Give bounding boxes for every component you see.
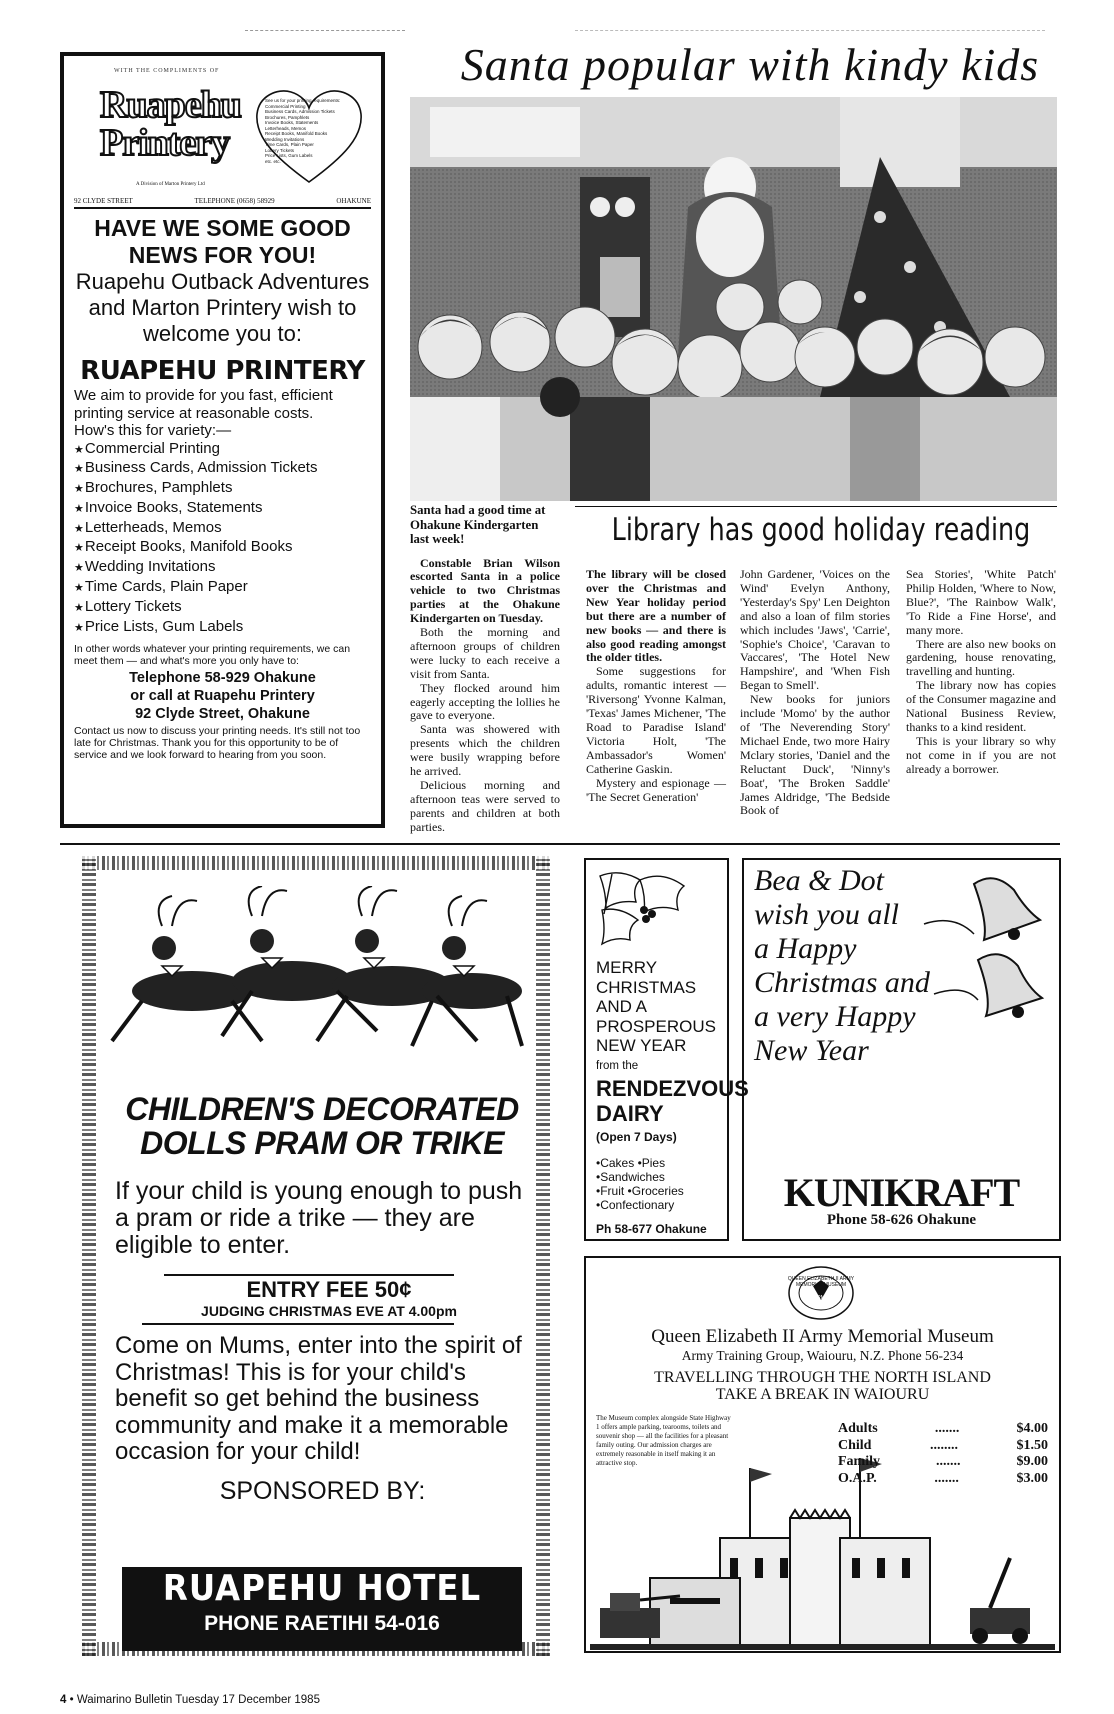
heart-service-item: Time Cards, Plain Paper <box>265 142 314 147</box>
service-item: ★ Commercial Printing <box>74 440 371 460</box>
division-text: A Division of Marton Printery Ltd <box>136 182 205 187</box>
service-item: ★ Lottery Tickets <box>74 598 371 618</box>
heart-services-text <box>265 98 351 164</box>
logo-ruapehu: Ruapehu <box>100 84 241 126</box>
eligibility-text: If your child is young enough to push a pram or ride a trike — they are eligible to enter. <box>115 1177 523 1259</box>
price-row <box>838 1471 1048 1488</box>
sponsored-by: SPONSORED BY: <box>219 1477 426 1505</box>
services-list <box>74 440 371 638</box>
judging-time: JUDGING CHRISTMAS EVE AT 4.00pm <box>201 1303 457 1319</box>
top-dotted-rule <box>575 30 1045 31</box>
dairy-open: (Open 7 Days) <box>596 1130 677 1144</box>
welcome-text: Ruapehu Outback Adventures and Marton Printery wish to welcome you to: <box>75 269 370 346</box>
section-divider <box>60 843 1060 845</box>
kunikraft-name: KUNIKRAFT <box>783 1170 1020 1215</box>
heart-intro: See us for your printing requirements: <box>265 98 341 103</box>
museum-title: Queen Elizabeth II Army Memorial Museum <box>651 1326 994 1347</box>
heart-service-item: Price Lists, Gum Labels <box>265 153 313 158</box>
kids-title-line-1: CHILDREN'S DECORATED <box>125 1091 519 1127</box>
santa-paragraph-4: Delicious morning and afternoon teas were served to parents and children at both parties. <box>410 778 560 834</box>
footer-text: Waimarino Bulletin Tuesday 17 December 1985 <box>76 1694 320 1706</box>
service-item: ★ Wedding Invitations <box>74 558 371 578</box>
item-cakes: Cakes <box>600 1156 635 1170</box>
price-dots: ....... <box>936 1454 961 1469</box>
seal-center-text: ARMY <box>813 1295 829 1301</box>
library-headline: Library has good holiday reading <box>611 512 1031 548</box>
price-label: Child <box>838 1437 872 1453</box>
library-col3-p3: The library now has copies of the Consumer magazine and National Business Review, thanks to a kind resident. <box>906 678 1056 734</box>
heart-service-item: etc. etc. <box>265 158 281 164</box>
library-column-3 <box>906 568 1056 777</box>
service-item: ★ Brochures, Pamphlets <box>74 479 371 499</box>
kunikraft-phone: Phone 58-626 Ohakune <box>826 1212 977 1228</box>
santa-article-column <box>410 503 560 835</box>
service-item: ★ Price Lists, Gum Labels <box>74 618 371 638</box>
santa-headline: Santa popular with kindy kids <box>460 39 1040 90</box>
greeting-line-4: Christmas and <box>754 966 930 999</box>
travel-line-1: TRAVELLING THROUGH THE NORTH ISLAND <box>654 1369 991 1386</box>
price-row <box>838 1454 1048 1471</box>
greeting-line-5: a very Happy <box>754 1000 916 1033</box>
greeting-line-6: New Year <box>754 1034 869 1067</box>
library-top-rule <box>575 506 1057 507</box>
service-item: ★ Time Cards, Plain Paper <box>74 578 371 598</box>
heart-service-list <box>265 104 351 165</box>
spirit-text: Come on Mums, enter into the spirit of Christmas! This is for your child's benefit so get behind the business community and make it a memorable occasion for your child! <box>115 1332 522 1465</box>
price-label: Family <box>838 1454 880 1469</box>
dairy-phone: Ph 58-677 Ohakune <box>596 1222 707 1236</box>
telephone-small: TELEPHONE (0658) 58929 <box>194 197 275 205</box>
dairy-greeting: MERRY CHRISTMAS AND A PROSPEROUS NEW YEAR <box>596 958 716 1055</box>
price-dots: ....... <box>934 1470 959 1486</box>
closing-text: Contact us now to discuss your printing needs. It's still not too late for Christmas. Thank you for this opportunity to be of service and we look forward to hearing from you soon. <box>74 725 361 762</box>
heart-service-item: Letterheads, Memos <box>265 125 307 131</box>
santa-paragraph-3: Santa was showered with presents which the children were busily wrapping before he arrived. <box>410 722 560 779</box>
item-groceries: Groceries <box>631 1184 684 1198</box>
variety-text: How's this for variety:— <box>74 422 232 439</box>
dairy-name: RENDEZVOUS DAIRY <box>596 1076 749 1126</box>
library-column-1 <box>586 568 726 804</box>
santa-kindergarten-photo <box>410 97 1057 501</box>
library-col3-p2: There are also new books on gardening, house renovating, travelling and hunting. <box>906 636 1056 679</box>
heart-service-item: Receipt Books, Manifold Books <box>265 131 328 136</box>
heart-service-item: Business Cards, Admission Tickets <box>265 109 335 114</box>
entry-fee: ENTRY FEE 50¢ <box>246 1277 412 1302</box>
decorative-border-top <box>82 856 550 870</box>
address-small: 92 CLYDE STREET <box>74 197 133 205</box>
price-list <box>838 1421 1048 1487</box>
price-row <box>838 1438 1048 1455</box>
page-footer: 4 • Waimarino Bulletin Tuesday 17 December 1985 <box>60 1694 320 1706</box>
town-small: OHAKUNE <box>336 197 371 205</box>
entry-top-rule <box>164 1274 454 1276</box>
entry-bottom-rule <box>142 1323 454 1325</box>
service-item: ★ Business Cards, Admission Tickets <box>74 459 371 479</box>
item-fruit: Fruit <box>600 1184 625 1198</box>
hotel-phone: PHONE RAETIHI 54-016 <box>204 1612 440 1635</box>
price-label: Adults <box>838 1421 878 1436</box>
seal-text: QUEEN ELIZABETH II ARMY MEMORIAL MUSEUM <box>787 1276 855 1288</box>
decorative-border-left <box>82 856 96 1656</box>
photo-caption: Santa had a good time at Ohakune Kindergarten last week! <box>410 503 546 546</box>
price-value: $9.00 <box>1016 1454 1048 1469</box>
contact-address: 92 Clyde Street, Ohakune <box>135 706 310 723</box>
greeting-line-1: Bea & Dot <box>754 864 884 897</box>
museum-group: Army Training Group, Waiouru, N.Z. Phone 56-234 <box>681 1348 964 1363</box>
printery-advertisement <box>60 52 385 828</box>
army-museum-ad <box>584 1256 1061 1653</box>
ruapehu-printery-heading: RUAPEHU PRINTERY <box>80 356 365 386</box>
kunikraft-ad <box>742 858 1061 1241</box>
admission-prices <box>838 1421 1048 1487</box>
library-col1-p1: Some suggestions for adults, romantic interest — 'Riversong' Yvonne Kalman, 'Texas' James Michener, 'The Road to Paradise Island' Victoria Holt, 'The Ambassador's Women' Catherine Gaskin. <box>586 664 726 776</box>
price-value: $4.00 <box>1016 1421 1048 1436</box>
price-dots: ....... <box>934 1421 960 1436</box>
service-item: ★ Invoice Books, Statements <box>74 499 371 519</box>
museum-description: The Museum complex alongside State Highway 1 offers ample parking, tearooms, toilets and souvenir shop — all the facilities for a pleasant family outing. Our admission charges are extremely reasonable in itself making it an attractive stop. <box>596 1414 731 1467</box>
price-dots: ........ <box>929 1437 958 1453</box>
price-value: $1.50 <box>1016 1437 1048 1453</box>
heart-service-item: Commercial Printing <box>265 103 306 109</box>
ruapehu-hotel-banner <box>122 1567 522 1651</box>
library-col1-p2: Mystery and espionage — 'The Secret Generation' <box>586 775 726 804</box>
service-item: ★ Letterheads, Memos <box>74 519 371 539</box>
hotel-name: RUAPEHU HOTEL <box>162 1568 482 1609</box>
library-column-2 <box>740 568 890 818</box>
holly-icon <box>592 866 722 952</box>
page-number: 4 <box>60 1694 67 1706</box>
library-col2-p1: John Gardener, 'Voices on the Wind' Evelyn Anthony, 'Yesterday's Spy' Len Deighton and also a loan of film stories which includes 'Jaws', 'Carrie', 'Sophie's Choice', 'Caravan to Vaccares', 'The Hotel New Hampshire', and 'When Fish Began to Smell'. <box>740 567 890 693</box>
contact-phone: Telephone 58-929 Ohakune <box>129 670 316 687</box>
aim-text: We aim to provide for you fast, efficient printing service at reasonable costs. <box>74 387 333 422</box>
library-lead: The library will be closed over the Christmas and New Year holiday period but there are a number of new books — and there is also good reading amongst the older titles. <box>586 567 726 665</box>
contact-call: or call at Ruapehu Printery <box>130 688 315 705</box>
logo-printery: Printery <box>100 122 230 164</box>
price-value: $3.00 <box>1016 1470 1048 1486</box>
good-news-headline: HAVE WE SOME GOOD NEWS FOR YOU! <box>94 215 351 268</box>
christmas-bells-icon <box>914 864 1059 1054</box>
heart-service-item: Wedding Invitations <box>265 136 305 142</box>
childrens-pram-ad <box>82 856 550 1656</box>
item-sandwiches: Sandwiches <box>600 1170 665 1184</box>
price-label: O.A.P. <box>838 1470 877 1486</box>
rendezvous-dairy-ad <box>584 858 749 1241</box>
travel-line-2: TAKE A BREAK IN WAIOURU <box>715 1386 930 1403</box>
greeting-line-2: wish you all <box>754 898 900 931</box>
santa-lead: Constable Brian Wilson escorted Santa in a police vehicle to two Christmas parties at the Ohakune Kindergarten on Tuesday. <box>410 555 560 626</box>
dairy-from: from the <box>596 1060 639 1072</box>
price-row <box>838 1421 1048 1438</box>
greeting-line-3: a Happy <box>754 932 857 965</box>
library-col3-p1: Sea Stories', 'White Patch' Philip Holden, 'Where to Now, Blue?', 'The Rainbow Walk', 'To Ride a Fine Horse', and many more. <box>906 567 1056 637</box>
decorative-border-right <box>536 856 550 1656</box>
heart-service-item: Invoice Books, Statements <box>265 120 319 125</box>
item-confectionary: Confectionary <box>600 1198 675 1212</box>
reindeer-illustration <box>102 886 532 1086</box>
dairy-items: •Cakes •Pies •Sandwiches •Fruit •Groceries •Confectionary <box>596 1156 684 1212</box>
heart-service-item: Lottery Tickets <box>265 147 295 153</box>
library-col3-p4: This is your library so why not come in if you are not already a borrower. <box>906 733 1056 776</box>
printery-logo-block <box>74 64 371 209</box>
kids-title-line-2: DOLLS PRAM OR TRIKE <box>140 1125 504 1161</box>
other-words-text: In other words whatever your printing requirements, we can meet them — and what's more you only have to: <box>74 643 351 668</box>
top-dotted-rule <box>245 30 405 31</box>
library-col2-p2: New books for juniors include 'Momo' by the author of 'The Neverending Story' Michael Ende, two more Hairy Mclary stories, 'Daniel and the Reluctant Duck', 'Ninny's Boat', 'The Broken Saddle' James Aldridge, 'The Bedside Book of <box>740 692 890 818</box>
compliments-text: WITH THE COMPLIMENTS OF <box>114 68 220 74</box>
printery-address-line <box>74 197 371 205</box>
heart-service-item: Brochures, Pamphlets <box>265 114 310 120</box>
santa-paragraph-1: Both the morning and afternoon groups of children were lucky to each receive a visit from Santa. <box>410 625 560 681</box>
service-item: ★ Receipt Books, Manifold Books <box>74 538 371 558</box>
santa-paragraph-2: They flocked around him eagerly accepting the lollies he gave to everyone. <box>410 680 560 723</box>
item-pies: Pies <box>641 1156 666 1170</box>
museum-seal-icon <box>786 1264 856 1322</box>
